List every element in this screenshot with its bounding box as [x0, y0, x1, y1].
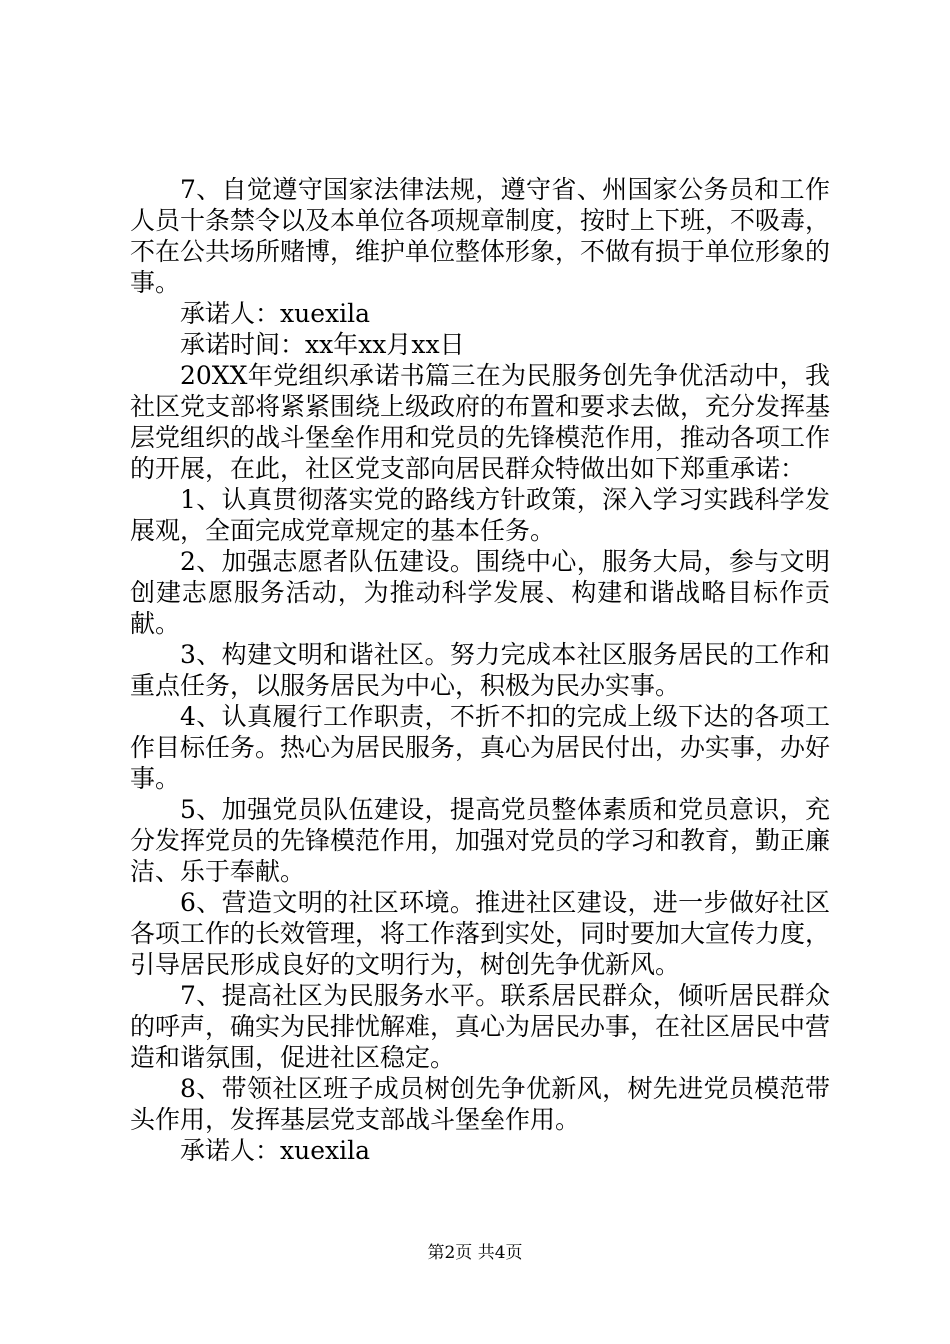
paragraph-item-5: 5、加强党员队伍建设，提高党员整体素质和党员意识，充分发挥党员的先锋模范作用，加强对党员的学习和教育，勤正廉洁、乐于奉献。	[130, 795, 831, 886]
paragraph-signatory: 承诺人：xuexila	[180, 299, 370, 328]
paragraph-item-1: 1、认真贯彻落实党的路线方针政策，深入学习实践科学发展观，全面完成党章规定的基本任务。	[130, 485, 830, 545]
paragraph-section-three-intro: 20XX年党组织承诺书篇三在为民服务创先争优活动中，我社区党支部将紧紧围绕上级政府的布置和要求去做，充分发挥基层党组织的战斗堡垒作用和党员的先锋模范作用，推动各项工作的开展，在此，社区党支部向居民群众特做出如下郑重承诺：	[130, 361, 831, 483]
paragraph-item-3: 3、构建文明和谐社区。努力完成本社区服务居民的工作和重点任务，以服务居民为中心，积极为民办实事。	[130, 640, 830, 700]
paragraph-item-4: 4、认真履行工作职责，不折不扣的完成上级下达的各项工作目标任务。热心为居民服务，真心为居民付出，办实事，办好事。	[130, 702, 831, 793]
paragraph-rule-7: 7、自觉遵守国家法律法规，遵守省、州国家公务员和工作人员十条禁令以及本单位各项规章制度，按时上下班，不吸毒，不在公共场所赌博，维护单位整体形象，不做有损于单位形象的事。	[130, 175, 831, 297]
document-body	[130, 174, 830, 1166]
paragraph-item-2: 2、加强志愿者队伍建设。围绕中心，服务大局，参与文明创建志愿服务活动，为推动科学发展、构建和谐战略目标作贡献。	[130, 547, 830, 638]
paragraph-commitment-date: 承诺时间：xx年xx月xx日	[180, 330, 465, 359]
paragraph-signatory-final: 承诺人：xuexila	[180, 1136, 370, 1165]
paragraph-item-6: 6、营造文明的社区环境。推进社区建设，进一步做好社区各项工作的长效管理，将工作落到实处，同时要加大宣传力度，引导居民形成良好的文明行为，树创先争优新风。	[130, 888, 831, 979]
paragraph-item-7: 7、提高社区为民服务水平。联系居民群众，倾听居民群众的呼声，确实为民排忧解难，真心为居民办事，在社区居民中营造和谐氛围，促进社区稳定。	[130, 981, 831, 1072]
paragraph-item-8: 8、带领社区班子成员树创先争优新风，树先进党员模范带头作用，发挥基层党支部战斗堡垒作用。	[130, 1074, 830, 1134]
page-number-footer: 第2页 共4页	[427, 1243, 523, 1263]
